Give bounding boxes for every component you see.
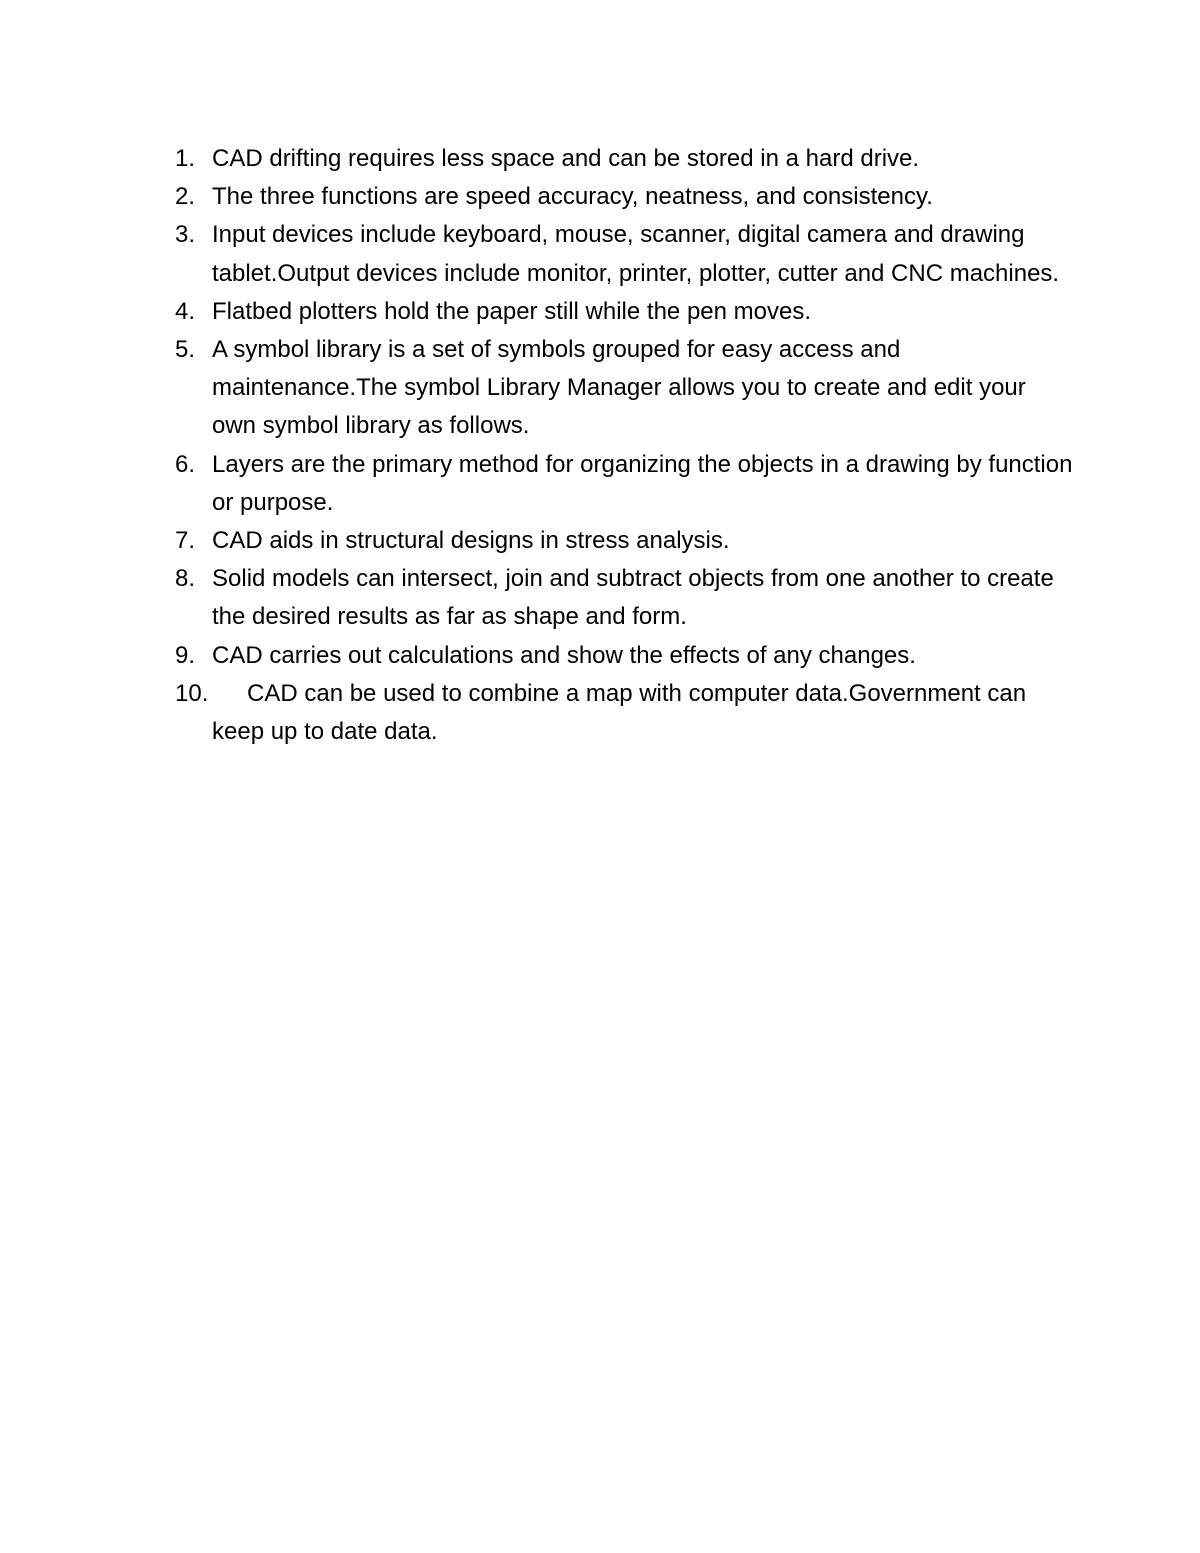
item-number: 6. [175,450,196,478]
item-number: 1. [175,145,196,172]
item-text: Solid models can intersect, join and subtract objects from one another to create the desired results as far as shape and form. [212,565,1054,631]
list-item [175,293,1075,331]
item-number: 4. [175,297,196,325]
item-text: CAD aids in structural designs in stress analysis. [212,527,730,555]
list-item [175,178,1075,216]
list-item [175,675,1075,751]
item-number: 10. [175,679,209,707]
item-number: 3. [175,221,196,249]
item-text: The three functions are speed accuracy, neatness, and consistency. [212,183,933,211]
item-number: 5. [175,336,196,364]
list-item [175,446,1075,522]
item-number: 7. [175,527,196,555]
item-number: 9. [175,641,196,669]
item-text: Flatbed plotters hold the paper still while the pen moves. [212,297,812,325]
item-text: Input devices include keyboard, mouse, scanner, digital camera and drawing tablet.Output devices include monitor, printer, plotter, cutter and CNC machines. [212,221,1060,287]
list-item [175,522,1075,560]
item-number: 8. [175,565,196,593]
list-item [175,560,1075,636]
item-text: CAD drifting requires less space and can be stored in a hard drive. [212,145,920,172]
list-item [175,637,1075,675]
item-text: A symbol library is a set of symbols grouped for easy access and maintenance.The symbol Library Manager allows you to create and edit your own symbol library as follows. [212,336,1026,440]
answer-list [175,140,1075,751]
list-item [175,140,1075,178]
list-item [175,331,1075,446]
item-number: 2. [175,183,196,211]
item-text: Layers are the primary method for organizing the objects in a drawing by function or purpose. [212,450,1073,516]
item-text: CAD can be used to combine a map with computer data.Government can keep up to date data. [212,679,1027,746]
item-text: CAD carries out calculations and show the effects of any changes. [212,641,916,669]
list-item [175,216,1075,292]
